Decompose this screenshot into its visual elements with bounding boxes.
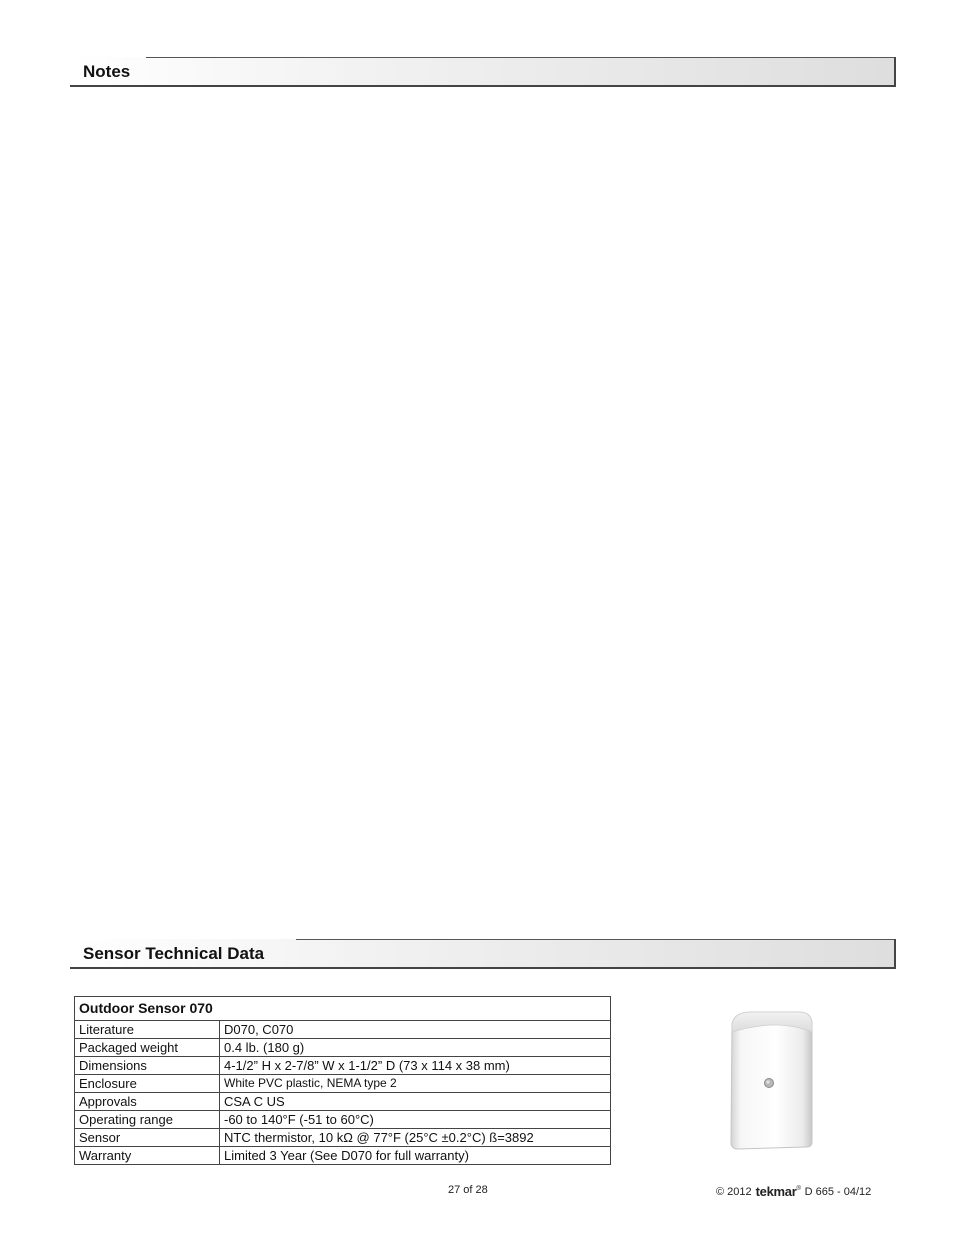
sensor-spec-table (74, 996, 611, 1165)
brand-name: tekmar (755, 1184, 797, 1199)
sensor-technical-data-header (70, 939, 896, 969)
notes-title: Notes (83, 62, 131, 81)
table-row (75, 1093, 611, 1111)
spec-label: Approvals (75, 1093, 220, 1111)
spec-value: 0.4 lb. (180 g) (220, 1039, 611, 1057)
spec-label: Dimensions (75, 1057, 220, 1075)
spec-table-title-row (75, 997, 611, 1021)
spec-value: -60 to 140°F (-51 to 60°C) (220, 1111, 611, 1129)
table-row (75, 1129, 611, 1147)
table-row (75, 1021, 611, 1039)
spec-value: Limited 3 Year (See D070 for full warranty) (220, 1147, 611, 1165)
notes-section-header (70, 57, 896, 87)
tekmar-logo (756, 1184, 801, 1199)
table-row (75, 1039, 611, 1057)
outdoor-sensor-image (728, 1010, 814, 1150)
spec-value: White PVC plastic, NEMA type 2 (220, 1075, 611, 1093)
spec-label: Sensor (75, 1129, 220, 1147)
table-row (75, 1057, 611, 1075)
spec-value: CSA C US (220, 1093, 611, 1111)
spec-value: D070, C070 (220, 1021, 611, 1039)
spec-label: Operating range (75, 1111, 220, 1129)
registered-mark: ® (796, 1185, 801, 1192)
spec-label: Warranty (75, 1147, 220, 1165)
table-row (75, 1075, 611, 1093)
page-number: 27 of 28 (448, 1184, 488, 1196)
spec-value: 4-1/2” H x 2-7/8” W x 1-1/2” D (73 x 114 x 38 mm) (220, 1057, 611, 1075)
spec-label: Enclosure (75, 1075, 220, 1093)
table-row (75, 1111, 611, 1129)
spec-label: Packaged weight (75, 1039, 220, 1057)
document-id: D 665 - 04/12 (804, 1185, 872, 1198)
footer-right (716, 1184, 871, 1199)
spec-value: NTC thermistor, 10 kΩ @ 77°F (25°C ±0.2°C) ß=3892 (220, 1129, 611, 1147)
spec-label: Literature (75, 1021, 220, 1039)
table-row (75, 1147, 611, 1165)
copyright-text: © 2012 (716, 1185, 752, 1198)
sensor-technical-data-title: Sensor Technical Data (83, 944, 265, 963)
spec-table-title: Outdoor Sensor 070 (75, 997, 611, 1021)
